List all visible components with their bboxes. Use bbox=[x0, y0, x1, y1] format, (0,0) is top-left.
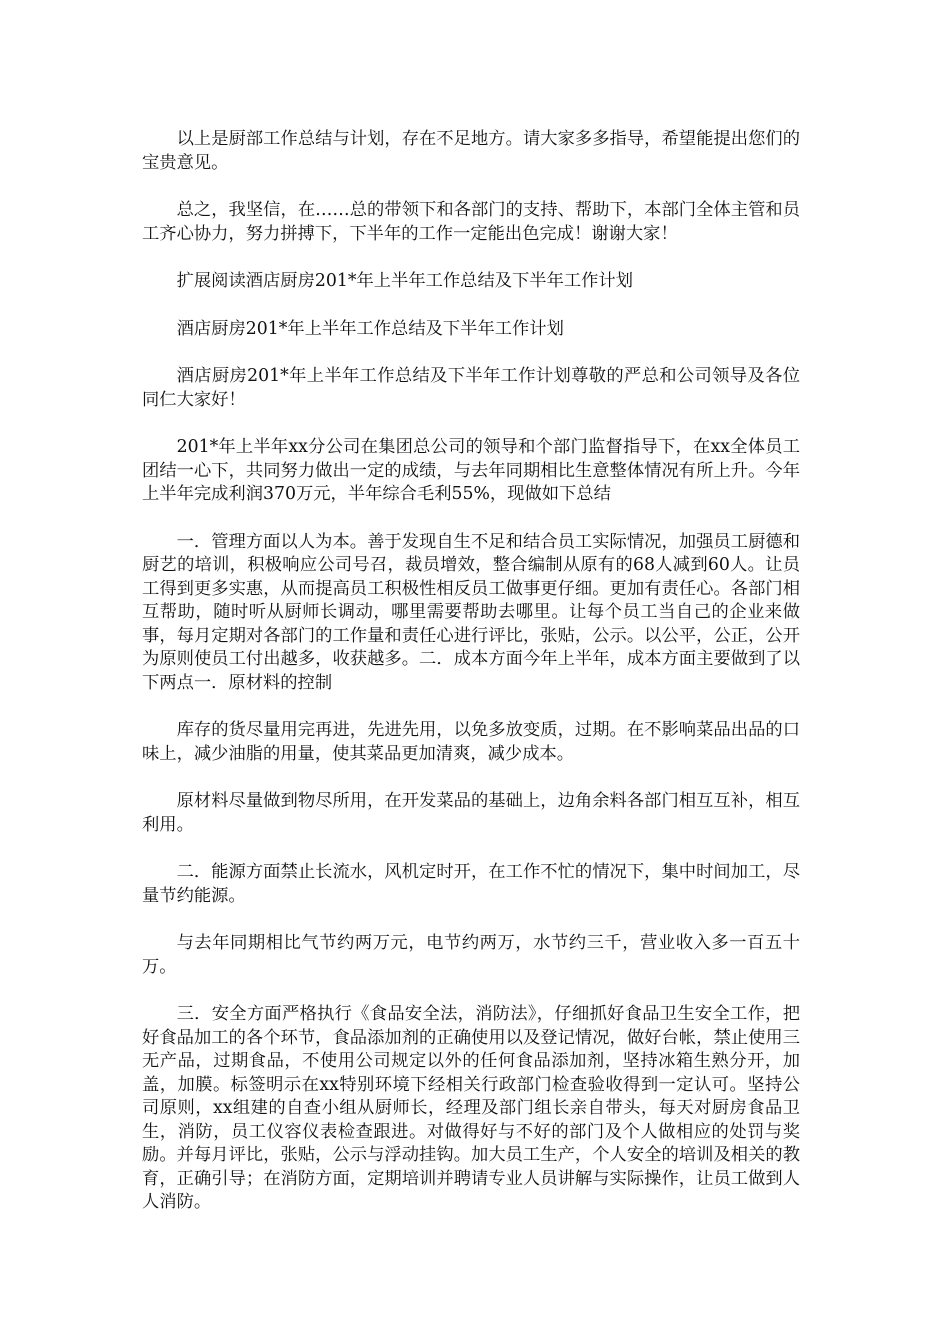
paragraph-conclusion: 总之，我坚信，在……总的带领下和各部门的支持、帮助下，本部门全体主管和员工齐心协力，努力拼搏下，下半年的工作一定能出色完成！谢谢大家！ bbox=[142, 200, 800, 244]
paragraph-extended-reading: 扩展阅读酒店厨房201*年上半年工作总结及下半年工作计划 bbox=[176, 271, 633, 291]
paragraph-section-title: 酒店厨房201*年上半年工作总结及下半年工作计划 bbox=[176, 318, 564, 339]
document-body bbox=[142, 128, 800, 1239]
paragraph-safety: 三．安全方面严格执行《食品安全法，消防法》，仔细抓好食品卫生安全工作，把好食品加工的各个环节，食品添加剂的正确使用以及登记情况，做好台帐，禁止使用三无产品，过期食品，不使用公司规定以外的任何食品添加剂，坚持冰箱生熟分开，加盖，加膜。标签明示在xx特别环境下经相关行政部门检查验收得到一定认可。坚持公司原则，xx组建的自查小组从厨师长，经理及部门组长亲自带头，每天对厨房食品卫生，消防，员工仪容仪表检查跟进。对做得好与不好的部门及个人做相应的处罚与奖励。并每月评比，张贴，公示与浮动挂钩。加大员工生产，个人安全的培训及相关的教育，正确引导；在消防方面，定期培训并聘请专业人员讲解与实际操作，让员工做到人人消防。 bbox=[142, 1004, 800, 1212]
paragraph-savings: 与去年同期相比气节约两万元，电节约两万，水节约三千，营业收入多一百五十万。 bbox=[142, 933, 800, 977]
paragraph-energy: 二．能源方面禁止长流水，风机定时开，在工作不忙的情况下，集中时间加工，尽量节约能源。 bbox=[142, 862, 800, 906]
paragraph-materials: 原材料尽量做到物尽所用，在开发菜品的基础上，边角余料各部门相互互补，相互利用。 bbox=[142, 791, 800, 835]
paragraph-management: 一．管理方面以人为本。善于发现自生不足和结合员工实际情况，加强员工厨德和厨艺的培训，积极响应公司号召，裁员增效，整合编制从原有的68人减到60人。让员工得到更多实惠，从而提高员工积极性相反员工做事更仔细。更加有责任心。各部门相互帮助，随时听从厨师长调动，哪里需要帮助去哪里。让每个员工当自己的企业来做事，每月定期对各部门的工作量和责任心进行评比，张贴，公示。以公平，公正，公开为原则使员工付出越多，收获越多。二．成本方面今年上半年，成本方面主要做到了以下两点一．原材料的控制 bbox=[142, 531, 800, 693]
paragraph-overview: 201*年上半年xx分公司在集团总公司的领导和个部门监督指导下，在xx全体员工团结一心下，共同努力做出一定的成绩，与去年同期相比生意整体情况有所上升。今年上半年完成利润370万元，半年综合毛利55%，现做如下总结 bbox=[142, 437, 800, 504]
paragraph-closing-request: 以上是厨部工作总结与计划，存在不足地方。请大家多多指导，希望能提出您们的宝贵意见。 bbox=[142, 129, 800, 173]
paragraph-inventory: 库存的货尽量用完再进，先进先用，以免多放变质，过期。在不影响菜品出品的口味上，减少油脂的用量，使其菜品更加清爽，减少成本。 bbox=[142, 720, 800, 764]
paragraph-greeting: 酒店厨房201*年上半年工作总结及下半年工作计划尊敬的严总和公司领导及各位同仁大家好！ bbox=[142, 366, 800, 410]
